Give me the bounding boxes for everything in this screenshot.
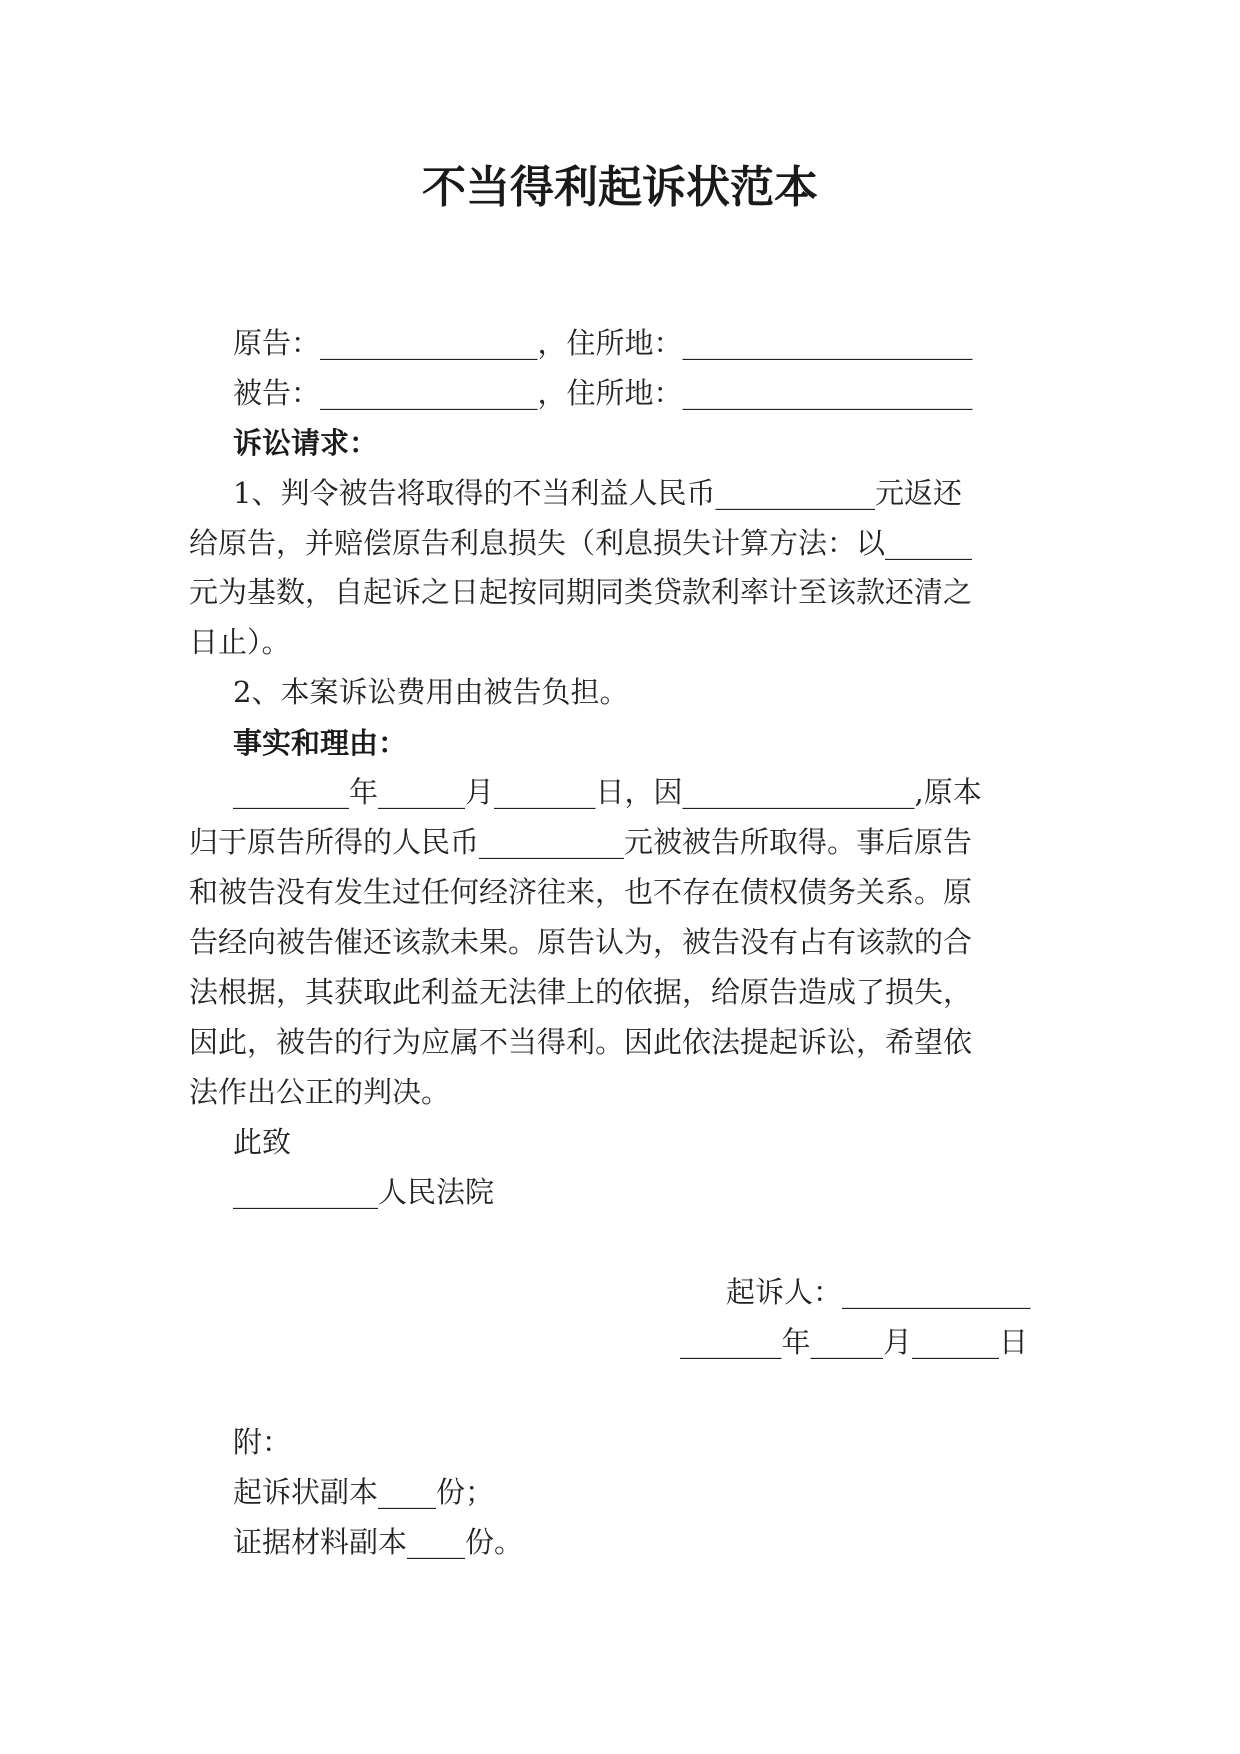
facts-line-4: 告经向被告催还该款未果。原告认为，被告没有占有该款的合: [189, 925, 973, 959]
claim-1-line-4: 日止）。: [189, 625, 291, 659]
attachments-heading: 附：: [233, 1425, 292, 1459]
claim-1-line-3: 元为基数，自起诉之日起按同期同类贷款利率计至该款还清之: [189, 575, 973, 609]
signature-plaintiff: 起诉人：_____________: [726, 1275, 1031, 1309]
plaintiff-line: 原告：_______________，住所地：____________________: [233, 326, 973, 360]
facts-line-6: 因此，被告的行为应属不当得利。因此依法提起诉讼，希望依: [189, 1025, 973, 1059]
facts-line-2: 归于原告所得的人民币__________元被被告所取得。事后原告: [189, 825, 973, 859]
claim-2-line: 2、本案诉讼费用由被告负担。: [233, 675, 629, 709]
claim-1-line-2: 给原告，并赔偿原告利息损失（利息损失计算方法：以______: [189, 526, 973, 560]
facts-line-7: 法作出公正的判决。: [189, 1075, 451, 1109]
facts-heading: 事实和理由：: [233, 726, 408, 760]
document-title: 不当得利起诉状范本: [422, 162, 818, 213]
claim-1-line-1: 1、判令被告将取得的不当利益人民币___________元返还: [233, 476, 962, 510]
claims-heading: 诉讼请求：: [233, 426, 379, 460]
attachment-item-1: 起诉状副本____份；: [233, 1475, 495, 1509]
facts-line-5: 法根据，其获取此利益无法律上的依据，给原告造成了损失，: [189, 975, 973, 1009]
facts-line-3: 和被告没有发生过任何经济往来，也不存在债权债务关系。原: [189, 875, 973, 909]
signature-date: _______年_____月______日: [680, 1325, 1029, 1359]
facts-line-1: ________年______月_______日，因________________,原本: [233, 775, 982, 809]
salutation: 此致: [233, 1125, 292, 1159]
attachment-item-2: 证据材料副本____份。: [233, 1525, 524, 1559]
court-line: __________人民法院: [233, 1175, 495, 1209]
defendant-line: 被告：_______________，住所地：____________________: [233, 376, 973, 410]
